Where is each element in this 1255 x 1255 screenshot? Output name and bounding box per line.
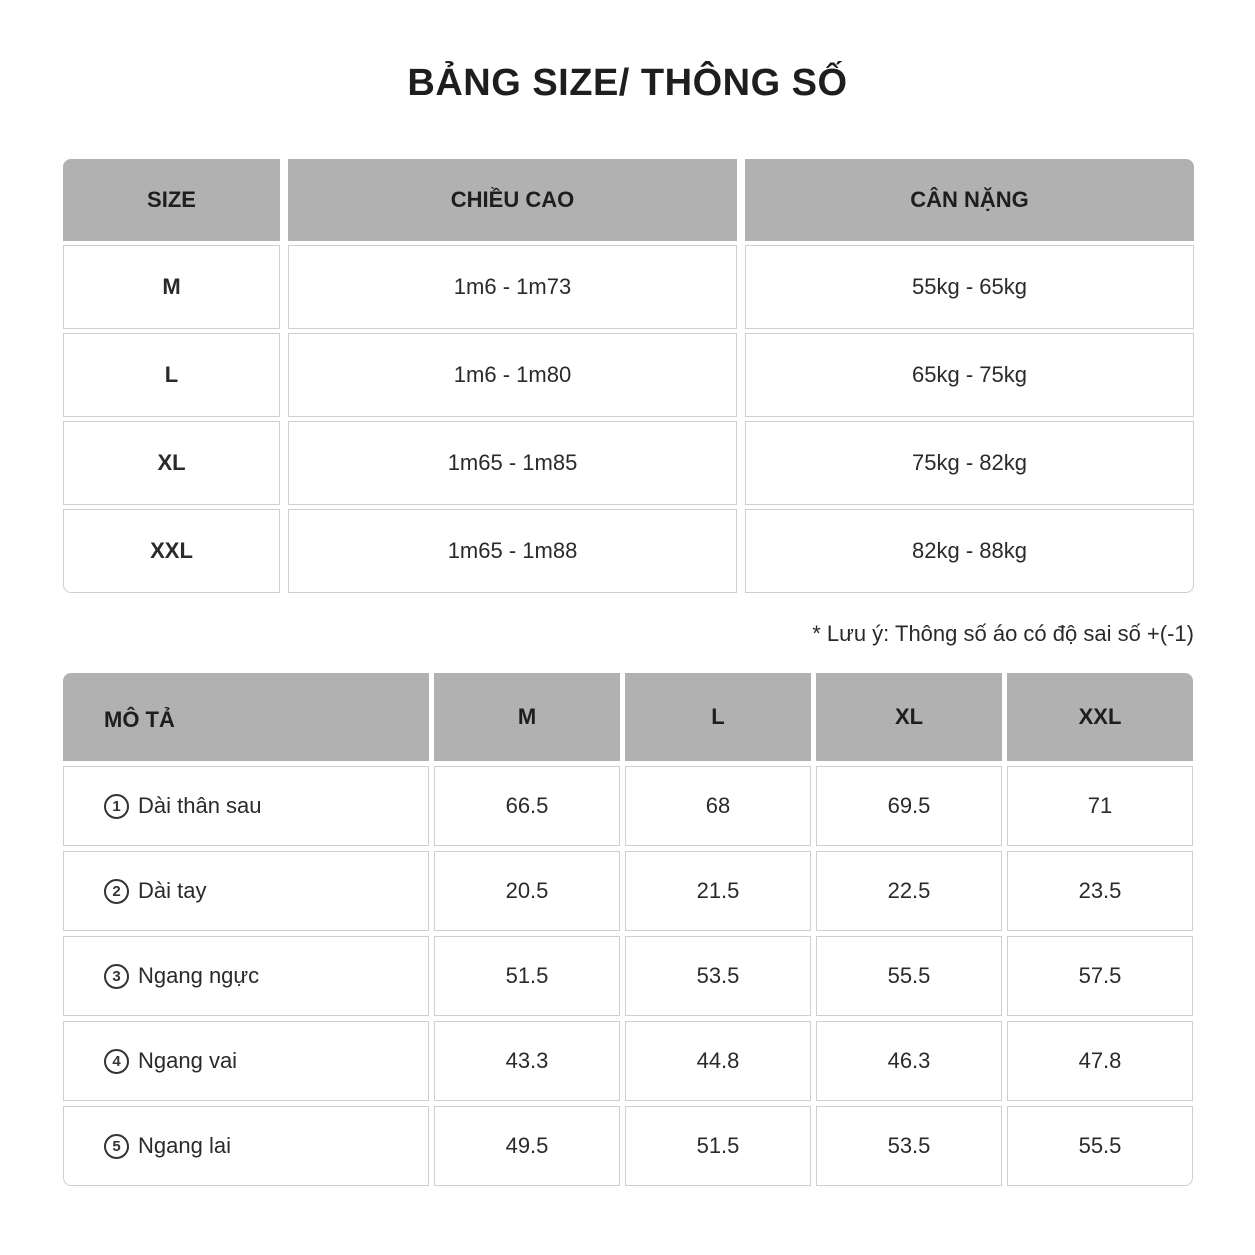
value-cell: 66.5 (434, 766, 620, 846)
header-weight: CÂN NẶNG (745, 159, 1194, 241)
height-cell: 1m65 - 1m88 (288, 509, 737, 593)
value-cell: 43.3 (434, 1021, 620, 1101)
page-title: BẢNG SIZE/ THÔNG SỐ (407, 62, 848, 104)
measurement-label-text: Ngang lai (138, 1133, 231, 1158)
value-cell: 51.5 (434, 936, 620, 1016)
size-cell: XL (63, 421, 280, 505)
height-cell: 1m65 - 1m85 (288, 421, 737, 505)
header-xl: XL (816, 673, 1002, 761)
measurement-label-text: Dài thân sau (138, 793, 262, 818)
measurement-label (63, 1106, 429, 1186)
header-m: M (434, 673, 620, 761)
header-xxl: XXL (1007, 673, 1193, 761)
value-cell: 44.8 (625, 1021, 811, 1101)
value-cell: 53.5 (816, 1106, 1002, 1186)
measurement-label-text: Ngang ngực (138, 963, 260, 988)
measurement-label-text: Ngang vai (138, 1048, 238, 1073)
height-cell: 1m6 - 1m73 (288, 245, 737, 329)
measurement-label-text: Dài tay (138, 878, 207, 903)
header-size: SIZE (63, 159, 280, 241)
circled-number-icon: 3 (104, 964, 129, 989)
circled-number-icon: 2 (104, 879, 129, 904)
size-cell: L (63, 333, 280, 417)
measurement-table (63, 673, 1194, 1186)
measurement-label (63, 1021, 429, 1101)
value-cell: 49.5 (434, 1106, 620, 1186)
weight-cell: 65kg - 75kg (745, 333, 1194, 417)
circled-number-icon: 1 (104, 794, 129, 819)
value-cell: 68 (625, 766, 811, 846)
value-cell: 71 (1007, 766, 1193, 846)
value-cell: 55.5 (816, 936, 1002, 1016)
measurement-label (63, 851, 429, 931)
weight-cell: 55kg - 65kg (745, 245, 1194, 329)
weight-cell: 82kg - 88kg (745, 509, 1194, 593)
size-table (63, 159, 1194, 593)
size-cell: XXL (63, 509, 280, 593)
value-cell: 55.5 (1007, 1106, 1193, 1186)
size-cell: M (63, 245, 280, 329)
value-cell: 51.5 (625, 1106, 811, 1186)
value-cell: 47.8 (1007, 1021, 1193, 1101)
value-cell: 57.5 (1007, 936, 1193, 1016)
value-cell: 20.5 (434, 851, 620, 931)
value-cell: 53.5 (625, 936, 811, 1016)
circled-number-icon: 5 (104, 1134, 129, 1159)
height-cell: 1m6 - 1m80 (288, 333, 737, 417)
tolerance-note: * Lưu ý: Thông số áo có độ sai số +(-1) (812, 621, 1194, 646)
header-description: MÔ TẢ (63, 673, 429, 761)
header-l: L (625, 673, 811, 761)
value-cell: 46.3 (816, 1021, 1002, 1101)
measurement-label (63, 766, 429, 846)
header-height: CHIỀU CAO (288, 159, 737, 241)
value-cell: 22.5 (816, 851, 1002, 931)
value-cell: 69.5 (816, 766, 1002, 846)
circled-number-icon: 4 (104, 1049, 129, 1074)
weight-cell: 75kg - 82kg (745, 421, 1194, 505)
value-cell: 23.5 (1007, 851, 1193, 931)
value-cell: 21.5 (625, 851, 811, 931)
measurement-label (63, 936, 429, 1016)
